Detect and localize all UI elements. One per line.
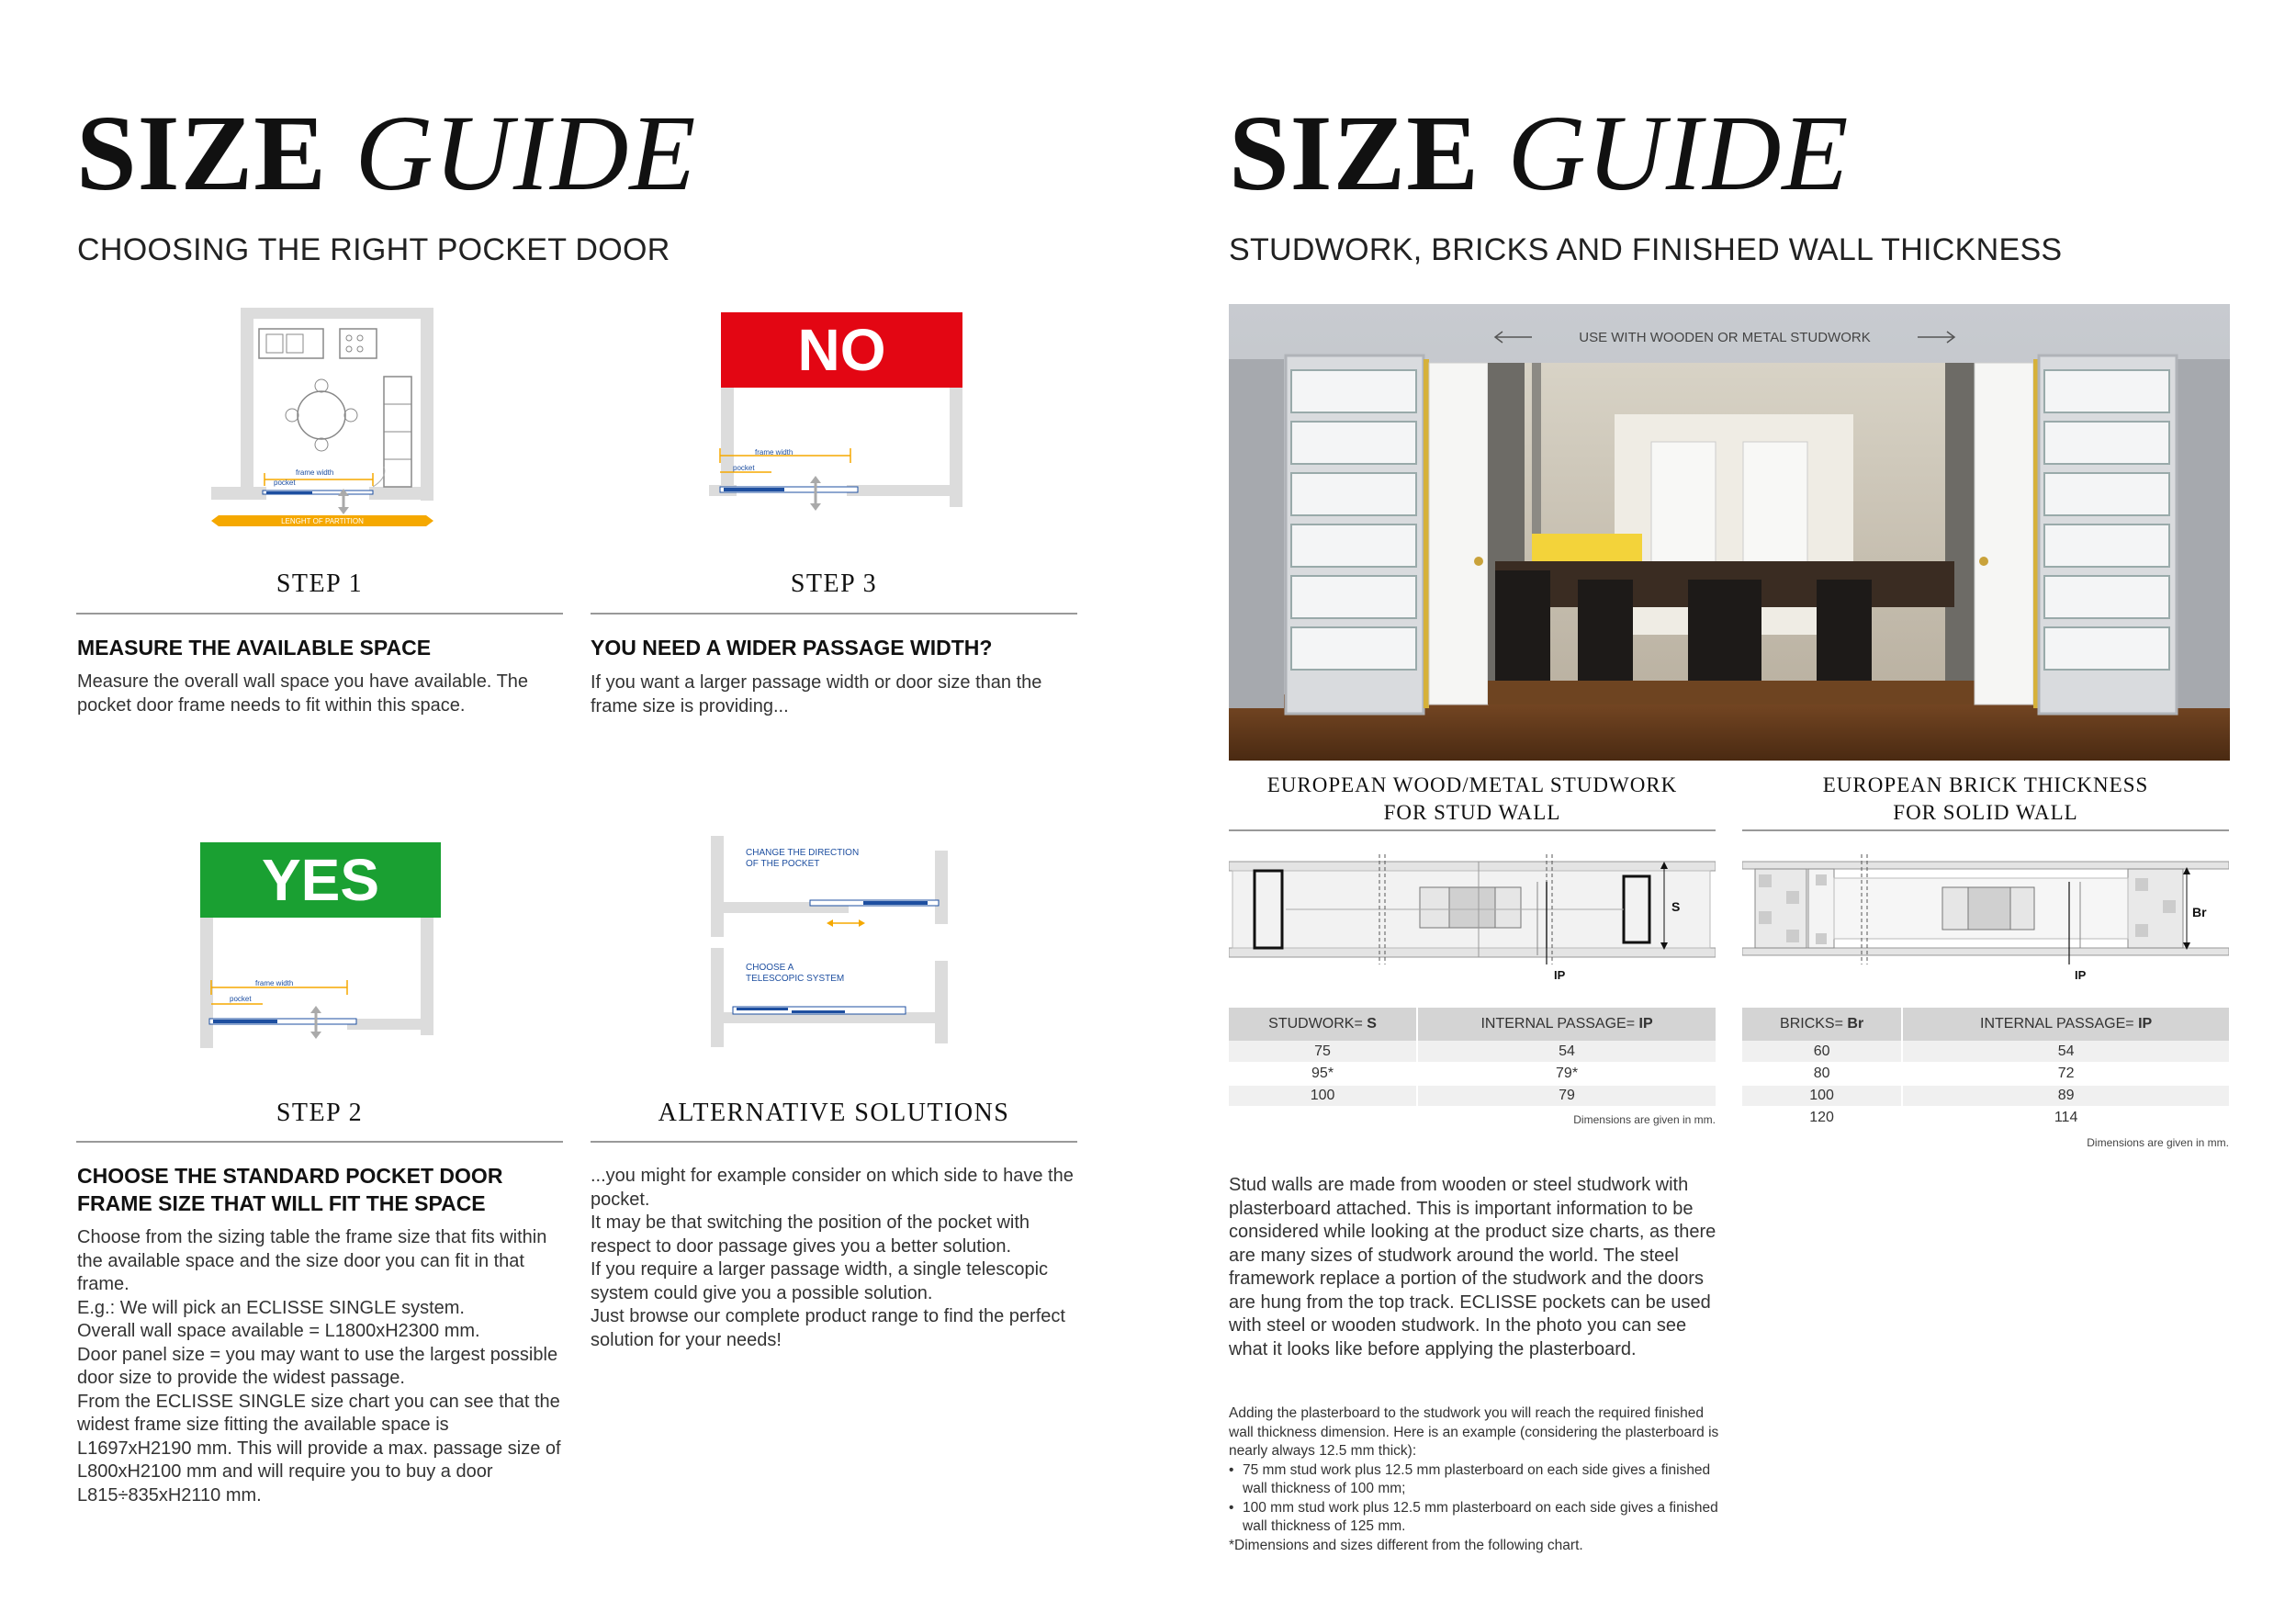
stud-dim-s-label: S — [1671, 899, 1681, 914]
studwork-table — [1229, 1008, 1716, 1108]
step2-label: STEP 2 — [276, 1099, 364, 1127]
alt-text: ...you might for example consider on which side to have the pocket. It may be that switching the position of the pocket with respect to door passage gives you a better solution. If you require a larger passage width, a single telescopic system could give you a possible solution. Just browse our complete product range to find the perfect solution for your needs! — [591, 1166, 1074, 1350]
footnote: *Dimensions and sizes different from the following chart. — [1229, 1537, 1583, 1553]
right-subtitle: STUDWORK, BRICKS AND FINISHED WALL THICKNESS — [1229, 232, 2063, 267]
list-item: • 75 mm stud work plus 12.5 mm plasterboard on each side gives a finished wall thickness of 100 mm; — [1229, 1461, 1725, 1499]
stud-wall-section-diagram — [1229, 845, 1716, 983]
step1-label: STEP 1 — [276, 570, 364, 598]
step3-divider — [591, 613, 1077, 615]
alt-change-direction-label: CHANGE THE DIRECTION — [746, 848, 860, 858]
step3-text: If you want a larger passage width or door size than the frame size is providing... — [591, 672, 1042, 716]
studwork-photo — [1229, 304, 2230, 761]
table-row: 75 54 — [1229, 1041, 1716, 1063]
passage-col-header: INTERNAL PASSAGE= IP — [1417, 1008, 1716, 1041]
brick-heading: EUROPEAN BRICK THICKNESS FOR SOLID WALL — [1822, 773, 2149, 824]
step2-heading: CHOOSE THE STANDARD POCKET DOOR FRAME SIZE THAT WILL FIT THE SPACE — [77, 1164, 503, 1215]
stud-dim-ip-label: IP — [1554, 968, 1566, 982]
alt-figure — [707, 832, 974, 1053]
step3-heading: YOU NEED A WIDER PASSAGE WIDTH? — [591, 636, 993, 660]
alt-divider — [591, 1141, 1077, 1143]
alt-telescopic-label: TELESCOPIC SYSTEM — [746, 974, 845, 984]
stud-heading: EUROPEAN WOOD/METAL STUDWORK FOR STUD WALL — [1266, 773, 1678, 824]
brick-table — [1742, 1008, 2229, 1130]
step2-text: Choose from the sizing table the frame size that fits within the available space and the size door you can fit in that frame. E.g.: We will pick an ECLISSE SINGLE system. Overall wall space available = L1800xH2300 mm. Door panel size = you may want to use the largest possible door size to provide the widest passage. From the ECLISSE SINGLE size chart you can see that the widest frame size fitting the available space is L1697xH2190 mm. This will provide a max. passage size of L800xH2100 mm and will require you to buy a door L815÷835xH2110 mm. — [77, 1227, 561, 1506]
left-page-title: SIZE GUIDE — [76, 93, 697, 213]
step2-pocket-label: pocket — [230, 995, 252, 1003]
no-badge: NO — [721, 312, 962, 388]
left-subtitle: CHOOSING THE RIGHT POCKET DOOR — [77, 232, 670, 267]
bricks-col-header: BRICKS= Br — [1742, 1008, 1902, 1041]
step3-figure — [707, 388, 969, 516]
table-row: 95* 79* — [1229, 1063, 1716, 1085]
step3-frame-width-label: frame width — [755, 448, 793, 457]
step1-text: Measure the overall wall space you have available. The pocket door frame needs to fit within this space. — [77, 671, 529, 716]
brick-dim-br-label: Br — [2192, 905, 2207, 919]
plasterboard-bullets — [1229, 1461, 1725, 1537]
stud-walls-paragraph: Stud walls are made from wooden or steel studwork with plasterboard attached. This is important information to be considered while looking at the product size charts, as there are many sizes of studwork around the world. The steel framework replace a portion of the studwork and the doors are hung from the top track. ECLISSE pockets can be used with steel or wooden studwork. In the photo you can see what it looks like before applying the plasterboard. — [1229, 1175, 1716, 1359]
brick-dim-ip-label: IP — [2075, 968, 2087, 982]
step1-frame-width-label: frame width — [296, 468, 334, 477]
stud-divider — [1229, 829, 1716, 831]
brick-divider — [1742, 829, 2229, 831]
table-row: 60 54 — [1742, 1041, 2229, 1063]
step1-figure — [204, 303, 443, 535]
brick-table-header — [1742, 1008, 2229, 1041]
table-row: 100 89 — [1742, 1085, 2229, 1107]
table-row: 100 79 — [1229, 1085, 1716, 1107]
alt-of-pocket-label: OF THE POCKET — [746, 859, 820, 869]
alt-label: ALTERNATIVE SOLUTIONS — [658, 1099, 1010, 1127]
right-page-title: SIZE GUIDE — [1229, 93, 1850, 213]
list-item: • 100 mm stud work plus 12.5 mm plasterboard on each side gives a finished wall thickness of 125 mm. — [1229, 1499, 1725, 1537]
step1-divider — [76, 613, 563, 615]
step2-divider — [76, 1141, 563, 1143]
plasterboard-notes — [1229, 1404, 1725, 1555]
stud-dimensions-note: Dimensions are given in mm. — [1573, 1113, 1716, 1126]
step3-pocket-label: pocket — [733, 464, 755, 472]
studwork-col-header: STUDWORK= S — [1229, 1008, 1417, 1041]
yes-badge: YES — [200, 842, 441, 918]
partition-length-label: LENGHT OF PARTITION — [281, 517, 364, 525]
step1-heading: MEASURE THE AVAILABLE SPACE — [77, 636, 432, 660]
plasterboard-intro: Adding the plasterboard to the studwork you will reach the required finished wall thickness dimension. Here is an example (considering the plasterboard is nearly always 12.5 mm thick): — [1229, 1405, 1719, 1459]
brick-dimensions-note: Dimensions are given in mm. — [2087, 1136, 2229, 1149]
table-row: 80 72 — [1742, 1063, 2229, 1085]
passage-col-header: INTERNAL PASSAGE= IP — [1902, 1008, 2229, 1041]
photo-caption: USE WITH WOODEN OR METAL STUDWORK — [1579, 330, 1871, 345]
brick-wall-section-diagram — [1742, 845, 2229, 983]
studwork-table-header — [1229, 1008, 1716, 1041]
step2-figure — [193, 918, 450, 1051]
step3-label: STEP 3 — [790, 570, 878, 598]
step1-pocket-label: pocket — [274, 479, 296, 487]
alt-choose-label: CHOOSE A — [746, 963, 794, 973]
table-row: 120 114 — [1742, 1107, 2229, 1129]
step2-frame-width-label: frame width — [255, 979, 294, 987]
